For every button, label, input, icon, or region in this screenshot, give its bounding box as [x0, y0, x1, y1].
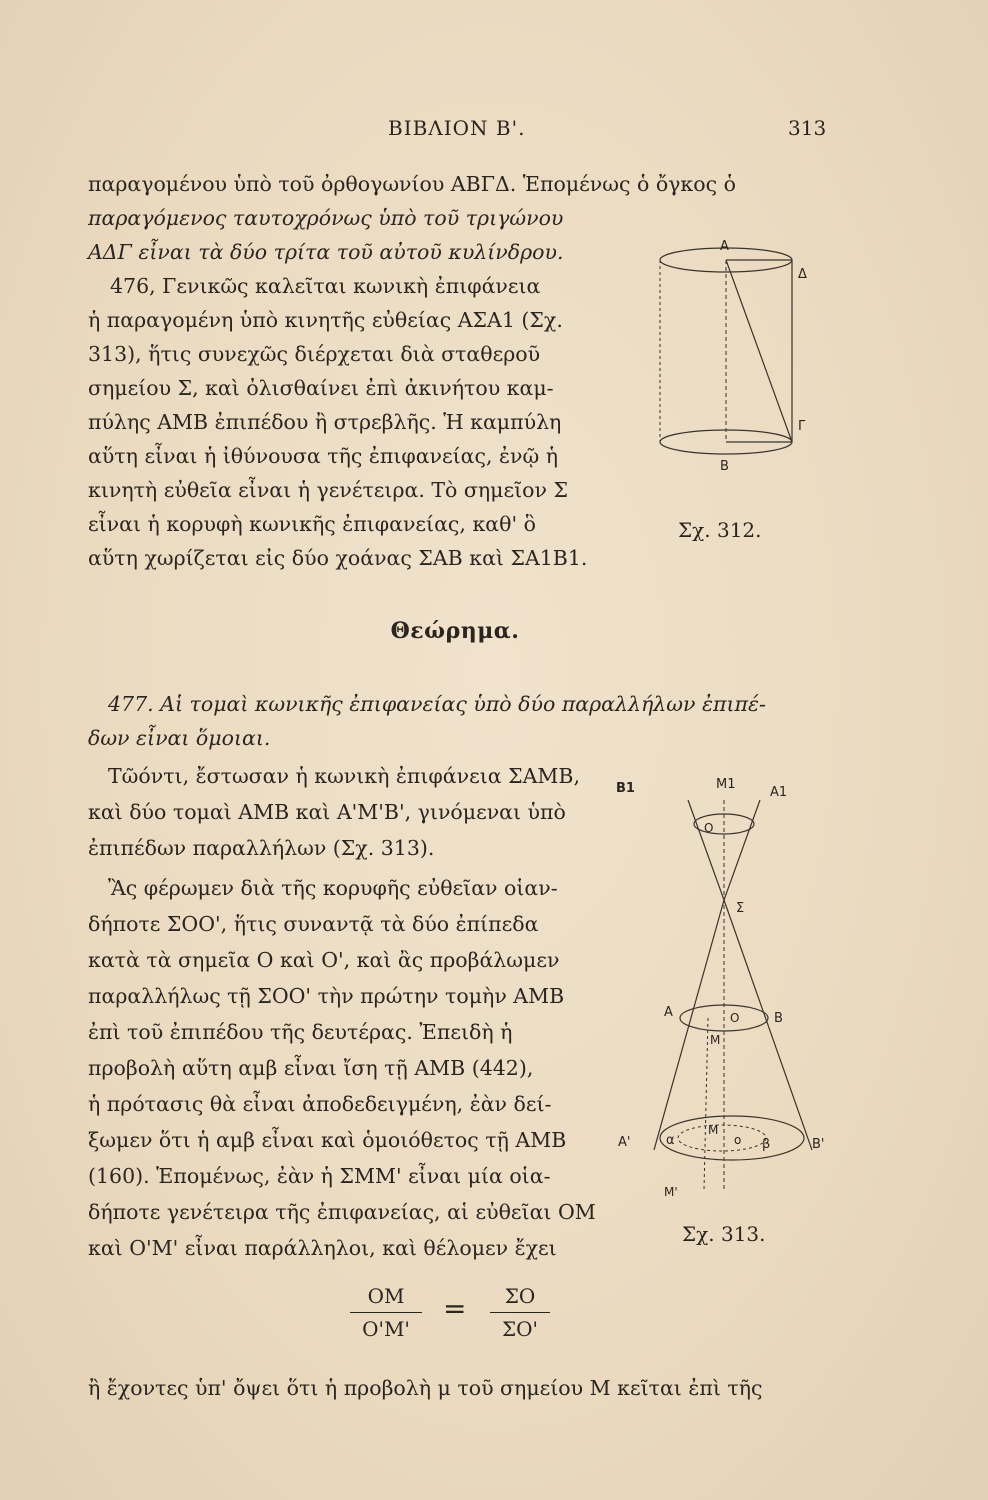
label-A: Α	[720, 239, 729, 254]
label-Mp: Μ'	[664, 1185, 678, 1199]
upper-generatrix-left	[688, 800, 724, 900]
text-line: κατὰ τὰ σημεῖα Ο καὶ Ο', καὶ ἂς προβάλωμεν	[88, 948, 560, 972]
label-O1: Ο	[704, 821, 714, 835]
label-S: Σ	[736, 901, 745, 916]
section-ApMpBp	[660, 1116, 804, 1160]
label-B1: Β1	[616, 781, 635, 796]
text-line: 477. Αἱ τομαὶ κωνικῆς ἐπιφανείας ὑπὸ δύο παραλλήλων ἐπιπέ-	[108, 692, 766, 716]
label-o: ο	[734, 1133, 742, 1147]
text-line: παραγομένου ὑπὸ τοῦ ὀρθογωνίου ΑΒΓΔ. Ἑπομένως ὁ ὄγκος ὁ	[88, 172, 736, 196]
text-line: ἐπὶ τοῦ ἐπιπέδου τῆς δευτέρας. Ἐπειδὴ ἡ	[88, 1020, 513, 1044]
numerator-right: ΣΟ	[504, 1284, 536, 1308]
text-line: ἐπιπέδων παραλλήλων (Σχ. 313).	[88, 836, 435, 860]
label-A1: Α1	[770, 785, 788, 800]
triangle-hypotenuse	[726, 260, 792, 442]
upper-generatrix-right	[724, 800, 760, 900]
text-line: δήποτε γενέτειρα τῆς ἐπιφανείας, αἱ εὐθεῖαι ΟΜ	[88, 1200, 596, 1224]
fraction-bar-left	[350, 1312, 422, 1313]
figure-313-drawing	[612, 760, 838, 1210]
figure-313	[612, 760, 838, 1210]
label-Mm: Μ	[708, 1123, 719, 1137]
label-D: Δ	[798, 267, 807, 282]
text-line: καὶ δύο τομαὶ ΑΜΒ καὶ Α'Μ'Β', γινόμεναι ὑπὸ	[88, 800, 566, 824]
label-A: Α	[664, 1005, 673, 1020]
text-line: πύλης ΑΜΒ ἐπιπέδου ἢ στρεβλῆς. Ἡ καμπύλη	[88, 410, 562, 434]
text-line: προβολὴ αὕτη αμβ εἶναι ἴση τῇ ΑΜΒ (442),	[88, 1056, 534, 1080]
theorem-heading: Θεώρημα.	[390, 618, 520, 644]
page-number: 313	[788, 116, 827, 140]
text-line: ΑΔΓ εἶναι τὰ δύο τρίτα τοῦ αὐτοῦ κυλίνδρου.	[88, 240, 564, 264]
text-line: ξωμεν ὅτι ἡ αμβ εἶναι καὶ ὁμοιόθετος τῇ ΑΜΒ	[88, 1128, 567, 1152]
text-line: Τῶόντι, ἔστωσαν ἡ κωνικὴ ἐπιφάνεια ΣΑΜΒ,	[108, 764, 580, 788]
fraction-right	[490, 1284, 550, 1341]
fraction-bar-right	[490, 1312, 550, 1313]
lower-generatrix-right	[724, 900, 812, 1150]
figure-312-drawing	[648, 232, 818, 492]
text-line: ἡ πρότασις θὰ εἶναι ἀποδεδειγμένη, ἐὰν δεί-	[88, 1092, 552, 1116]
label-a: α	[666, 1133, 675, 1148]
label-Ap: Α'	[618, 1135, 631, 1150]
label-Bp: Β'	[812, 1137, 825, 1152]
label-M: Μ	[710, 1033, 721, 1047]
denominator-left: Ο'Μ'	[362, 1317, 410, 1341]
text-line: δων εἶναι ὅμοιαι.	[88, 726, 271, 750]
label-B: Β	[720, 459, 729, 474]
text-line: εἶναι ἡ κορυφὴ κωνικῆς ἐπιφανείας, καθ' ὃ	[88, 512, 536, 536]
text-line: παραλλήλως τῇ ΣΟΟ' τὴν πρώτην τομὴν ΑΜΒ	[88, 984, 565, 1008]
denominator-right: ΣΟ'	[501, 1317, 539, 1341]
text-line: 476, Γενικῶς καλεῖται κωνικὴ ἐπιφάνεια	[110, 274, 541, 298]
equals-sign: =	[443, 1292, 467, 1325]
label-O: Ο	[730, 1011, 740, 1025]
text-line: Ἂς φέρωμεν διὰ τῆς κορυφῆς εὐθεῖαν οἱαν-	[108, 876, 558, 900]
figure-312	[648, 232, 818, 492]
lower-generatrix-left	[654, 900, 724, 1150]
text-line: παραγόμενος ταυτοχρόνως ὑπὸ τοῦ τριγώνου	[88, 206, 564, 230]
projection-line	[704, 1018, 708, 1190]
fraction-left	[350, 1284, 422, 1341]
running-title: ΒΙΒΛΙΟΝ Β'.	[388, 116, 526, 140]
label-b: β	[762, 1137, 771, 1152]
text-line: 313), ἥτις συνεχῶς διέρχεται διὰ σταθεροῦ	[88, 342, 541, 366]
text-line: ἡ παραγομένη ὑπὸ κινητῆς εὐθείας ΑΣΑ1 (Σχ.	[88, 308, 563, 332]
text-line: σημείου Σ, καὶ ὀλισθαίνει ἐπὶ ἀκινήτου καμ-	[88, 376, 554, 400]
text-line: κινητὴ εὐθεῖα εἶναι ἡ γενέτειρα. Τὸ σημεῖον Σ	[88, 478, 568, 502]
text-line: (160). Ἑπομένως, ἐὰν ἡ ΣΜΜ' εἶναι μία οἱα-	[88, 1164, 551, 1188]
projection-amb	[678, 1125, 766, 1151]
numerator-left: ΟΜ	[367, 1284, 405, 1308]
text-line: αὕτη εἶναι ἡ ἰθύνουσα τῆς ἐπιφανείας, ἐνῷ ἡ	[88, 444, 559, 468]
page-header	[0, 112, 988, 142]
figure-313-caption: Σχ. 313.	[682, 1222, 766, 1246]
label-B: Β	[774, 1011, 783, 1026]
label-G: Γ	[798, 419, 806, 434]
text-line: αὕτη χωρίζεται εἰς δύο χοάνας ΣΑΒ καὶ ΣΑ1Β1.	[88, 546, 588, 570]
label-M1: Μ1	[716, 777, 736, 792]
figure-312-caption: Σχ. 312.	[678, 518, 762, 542]
text-line: δήποτε ΣΟΟ', ἥτις συναντᾷ τὰ δύο ἐπίπεδα	[88, 912, 539, 936]
text-line: ἢ ἔχοντες ὑπ' ὄψει ὅτι ἡ προβολὴ μ τοῦ σημείου Μ κεῖται ἐπὶ τῆς	[88, 1376, 763, 1400]
text-line: καὶ Ο'Μ' εἶναι παράλληλοι, καὶ θέλομεν ἔχει	[88, 1236, 557, 1260]
